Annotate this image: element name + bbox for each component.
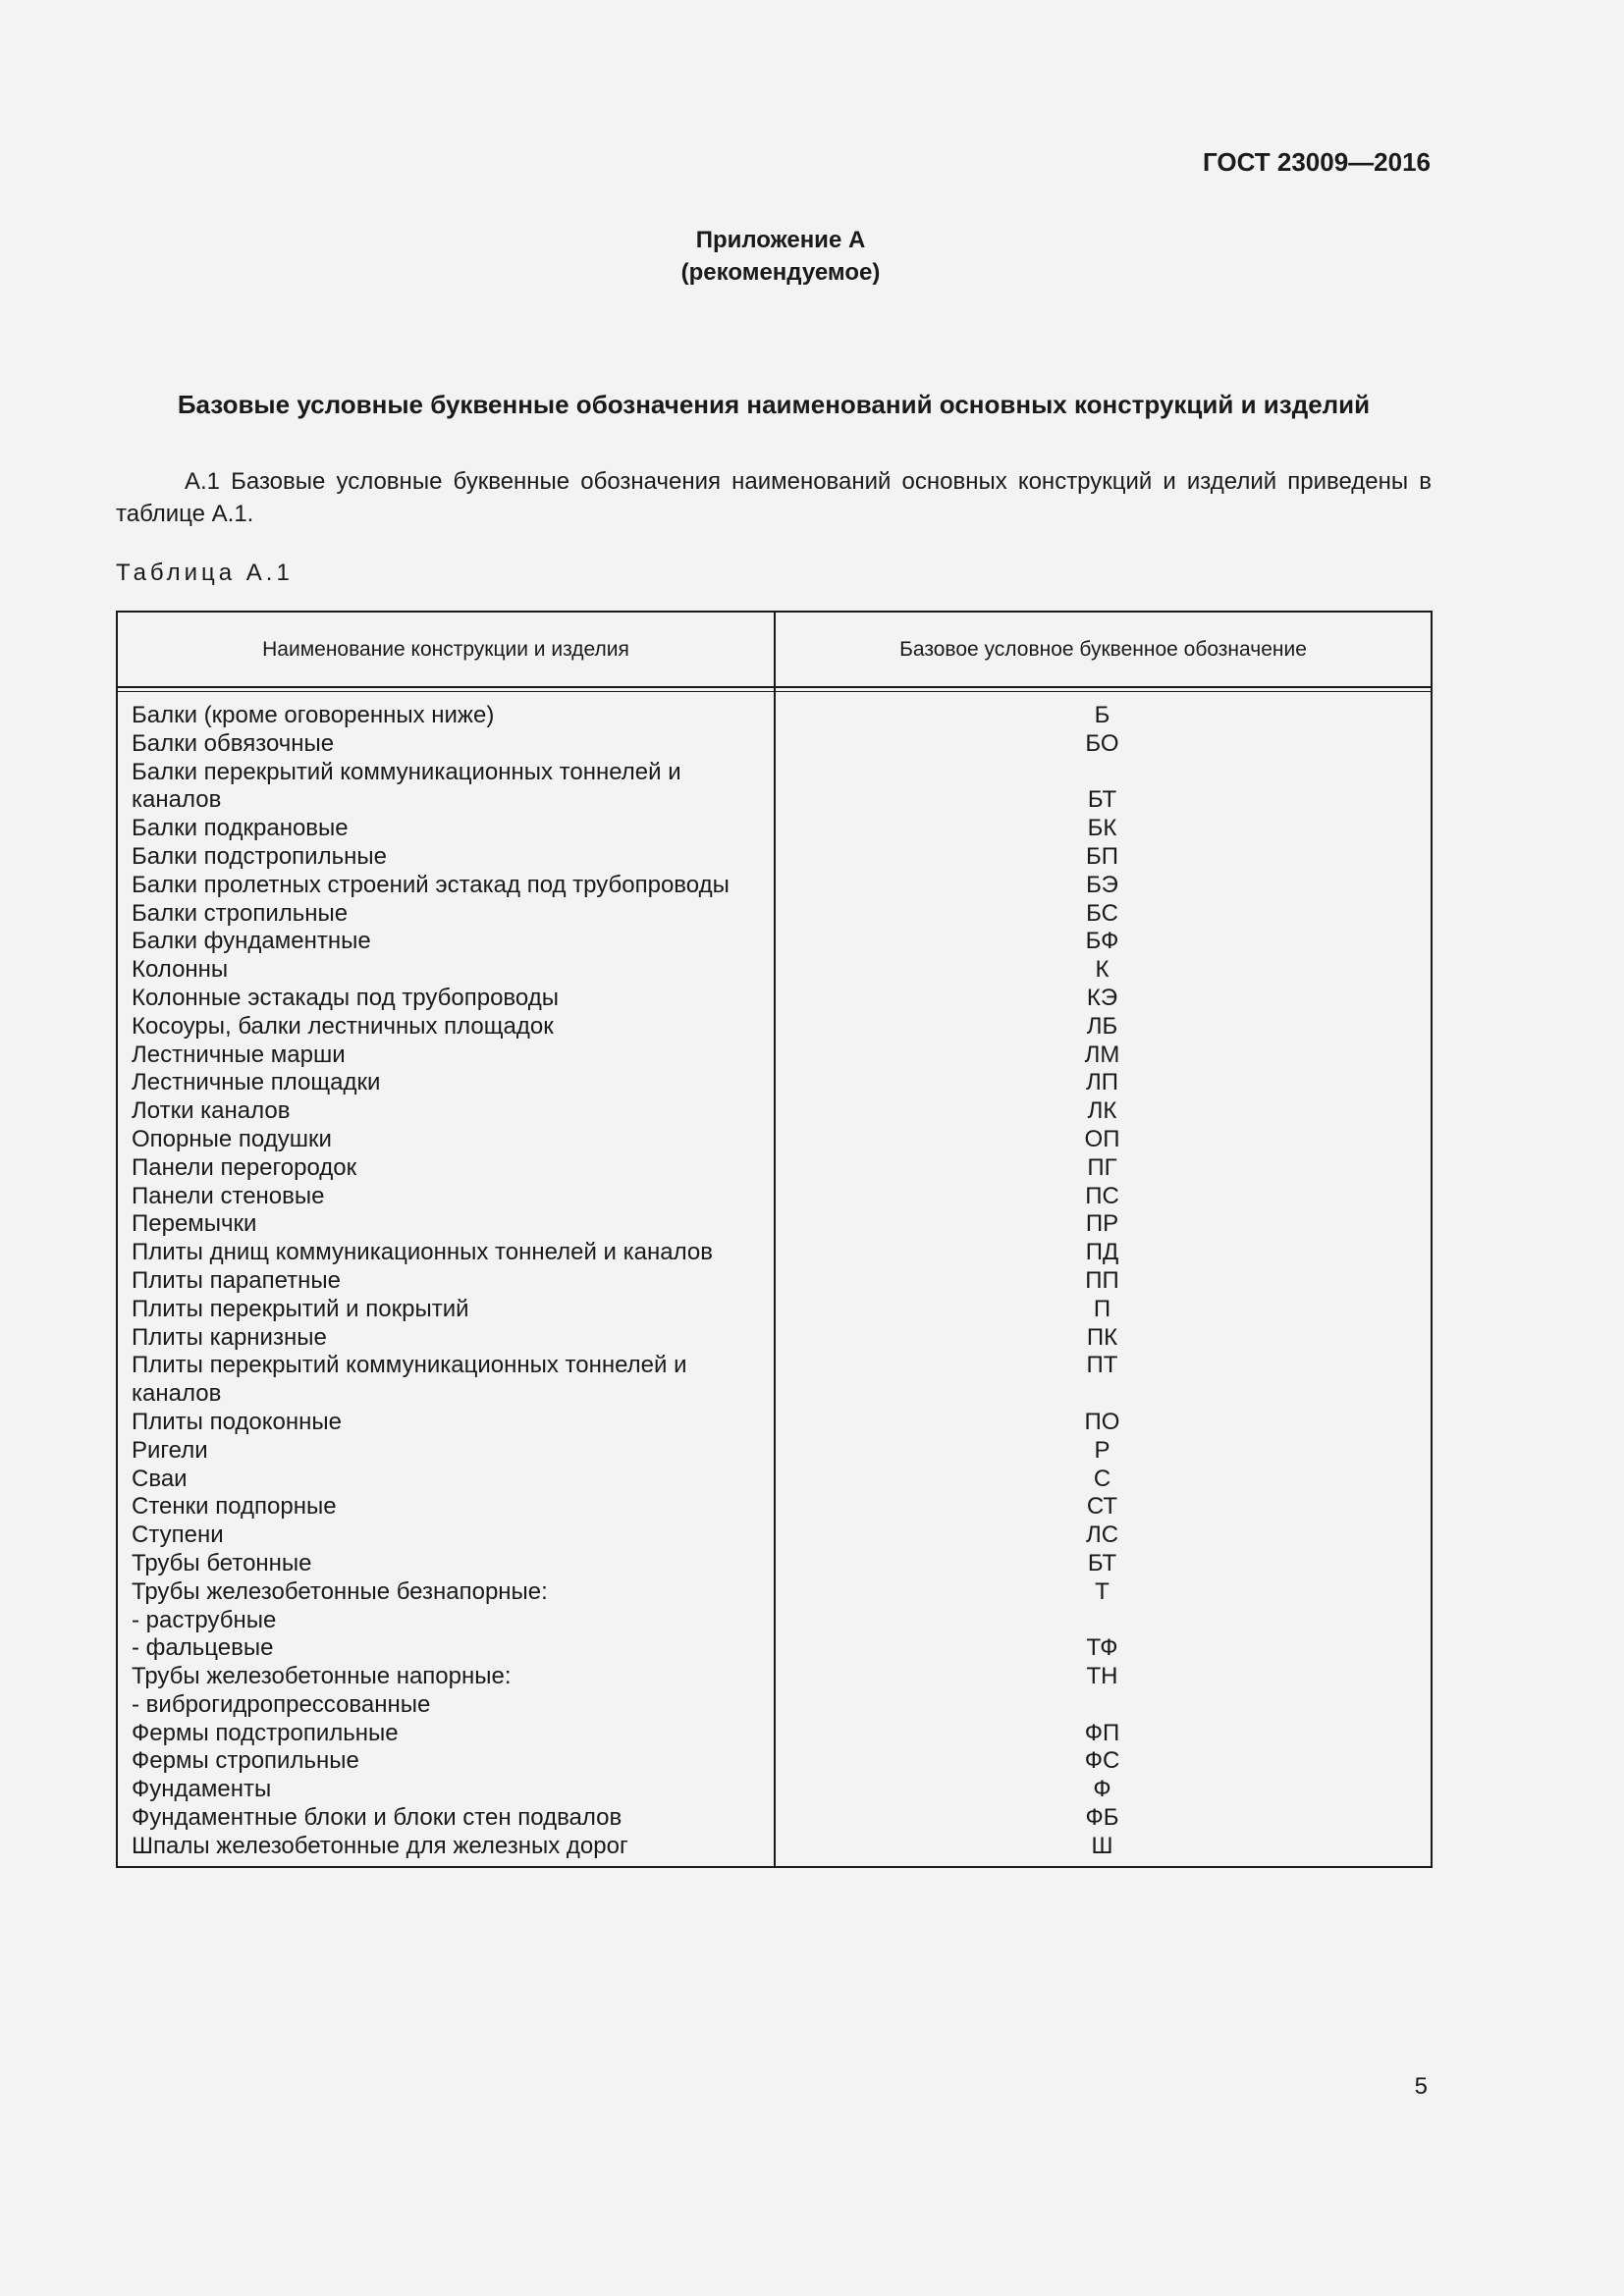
designation-code (774, 872, 1431, 900)
construction-name-line: Балки стропильные (132, 899, 349, 927)
table-row (118, 1239, 1431, 1267)
designation-code (774, 730, 1431, 759)
designation-code (774, 843, 1431, 872)
table-row (118, 843, 1431, 872)
construction-name (118, 900, 774, 929)
construction-name (118, 1522, 774, 1550)
designation-code-line: БП (1086, 842, 1118, 870)
designation-code-line: ЛМ (1084, 1041, 1120, 1068)
designation-code (774, 1013, 1431, 1041)
construction-name (118, 1634, 774, 1663)
construction-name (118, 1296, 774, 1324)
construction-name-line: Балки обвязочные (132, 729, 335, 757)
construction-name-line: Трубы железобетонные безнапорные: (132, 1577, 548, 1605)
table-row (118, 1296, 1431, 1324)
construction-name-line: - фальцевые (132, 1634, 274, 1662)
construction-name-line: - виброгидропрессованные (132, 1690, 431, 1718)
construction-name-line: Балки перекрытий коммуникационных тоннелей и (132, 758, 681, 785)
table-row (118, 1776, 1431, 1804)
table-row (118, 872, 1431, 900)
construction-name (118, 1126, 774, 1154)
construction-name-line: Панели перегородок (132, 1153, 357, 1181)
designation-code-line: ПД (1085, 1239, 1119, 1266)
header-rule (118, 686, 1431, 688)
construction-name-line: Балки (кроме оговоренных ниже) (132, 702, 495, 728)
construction-name-line: Шпалы железобетонные для железных дорог (132, 1832, 628, 1859)
designation-code (774, 1041, 1431, 1070)
table-row (118, 1466, 1431, 1494)
table-row (118, 1663, 1431, 1691)
table-row (118, 928, 1431, 956)
table-row (118, 1409, 1431, 1437)
construction-name (118, 1210, 774, 1239)
table-row (118, 759, 1431, 816)
construction-name (118, 1466, 774, 1494)
table-row (118, 1097, 1431, 1126)
designation-code-line: ЛК (1087, 1097, 1117, 1125)
designation-code-line: Р (1094, 1436, 1110, 1464)
construction-name (118, 872, 774, 900)
construction-name (118, 1691, 774, 1720)
construction-name-line: Фундаменты (132, 1776, 272, 1803)
table-row (118, 1634, 1431, 1663)
table-row (118, 1720, 1431, 1748)
designation-code-line: ПО (1084, 1408, 1120, 1435)
construction-name (118, 1267, 774, 1296)
construction-name (118, 1324, 774, 1353)
construction-name-line: каналов (132, 1380, 222, 1408)
designation-code-line: ТФ (1086, 1634, 1118, 1662)
designation-code-line: ФБ (1085, 1804, 1119, 1832)
designation-code (774, 702, 1431, 730)
appendix-heading (0, 224, 1561, 289)
construction-name (118, 1776, 774, 1804)
designation-code-line: БТ (1087, 1549, 1117, 1576)
designation-code (774, 1804, 1431, 1833)
table-row (118, 1041, 1431, 1070)
construction-name-line: Трубы железобетонные напорные: (132, 1663, 512, 1690)
designation-code (774, 1239, 1431, 1267)
designation-code (774, 1183, 1431, 1211)
construction-name-line: Плиты перекрытий и покрытий (132, 1295, 469, 1322)
construction-name-line: Ригели (132, 1436, 208, 1464)
designation-code (774, 900, 1431, 929)
designation-code (774, 1267, 1431, 1296)
table-row (118, 730, 1431, 759)
intro-paragraph: А.1 Базовые условные буквенные обозначения наименований основных конструкций и изделий приведены в таблице А.1. (116, 468, 1432, 527)
construction-name (118, 1493, 774, 1522)
construction-name-line: Плиты карнизные (132, 1323, 327, 1351)
construction-name (118, 1720, 774, 1748)
designation-code (774, 1352, 1431, 1409)
designation-code-line: П (1093, 1295, 1111, 1322)
designation-code-line: ЛП (1086, 1069, 1118, 1096)
designation-code (774, 1409, 1431, 1437)
header-rule-double (118, 691, 1431, 692)
designation-code-line: БЭ (1086, 871, 1118, 898)
construction-name-line: Колонны (132, 956, 229, 984)
designation-code-line: ФС (1084, 1747, 1120, 1775)
construction-name-line: Плиты подоконные (132, 1408, 342, 1435)
header-name-column: Наименование конструкции и изделия (262, 638, 629, 661)
construction-name (118, 1578, 774, 1607)
construction-name-line: Лестничные марши (132, 1041, 346, 1068)
table-row (118, 1578, 1431, 1607)
construction-name-line: - раструбные (132, 1606, 277, 1633)
designation-code-line: ПГ (1087, 1153, 1117, 1181)
designation-code (774, 1097, 1431, 1126)
construction-name (118, 1097, 774, 1126)
designation-code-line: ТН (1086, 1663, 1118, 1690)
appendix-status: (рекомендуемое) (680, 259, 881, 286)
construction-name-line: Сваи (132, 1465, 188, 1492)
construction-name-line: каналов (132, 786, 222, 814)
table-row (118, 1183, 1431, 1211)
designation-code-line (774, 759, 1431, 787)
designation-code-line: К (1095, 956, 1110, 984)
table-caption: Таблица А.1 (116, 560, 294, 586)
construction-name (118, 1069, 774, 1097)
designation-code (774, 1466, 1431, 1494)
construction-name-line: Лестничные площадки (132, 1069, 381, 1096)
designation-code-line: ОП (1084, 1125, 1120, 1152)
construction-name (118, 956, 774, 985)
designation-code (774, 1634, 1431, 1663)
table-row (118, 1324, 1431, 1353)
construction-name (118, 1833, 774, 1861)
construction-name (118, 1013, 774, 1041)
designation-code (774, 1154, 1431, 1183)
designation-code-line (774, 1691, 1431, 1720)
construction-name (118, 1239, 774, 1267)
construction-name (118, 759, 774, 816)
table-row (118, 1747, 1431, 1776)
construction-name (118, 985, 774, 1013)
table-row (118, 985, 1431, 1013)
designation-code-line: БС (1086, 899, 1118, 927)
table-row (118, 1550, 1431, 1578)
header-code-column: Базовое условное буквенное обозначение (899, 638, 1307, 661)
table-row (118, 1267, 1431, 1296)
construction-name (118, 1154, 774, 1183)
table-body (118, 702, 1431, 1861)
designation-code (774, 1607, 1431, 1635)
table-row (118, 1126, 1431, 1154)
table-row (118, 1069, 1431, 1097)
table-row (118, 1013, 1431, 1041)
construction-name (118, 1804, 774, 1833)
construction-name (118, 928, 774, 956)
construction-name (118, 1409, 774, 1437)
construction-name (118, 1550, 774, 1578)
designation-code (774, 985, 1431, 1013)
designation-code (774, 1437, 1431, 1466)
designation-code-line: Б (1094, 702, 1110, 728)
designation-code-line: Ш (1091, 1832, 1113, 1859)
construction-name (118, 702, 774, 730)
designation-code-line: ПР (1085, 1210, 1119, 1238)
construction-name-line: Ступени (132, 1522, 224, 1549)
construction-name-line: Трубы бетонные (132, 1549, 312, 1576)
designation-code (774, 956, 1431, 985)
designation-code (774, 928, 1431, 956)
table-row (118, 1804, 1431, 1833)
designation-code (774, 1720, 1431, 1748)
construction-name-line: Балки пролетных строений эстакад под трубопроводы (132, 871, 730, 898)
table-row (118, 900, 1431, 929)
designation-code-line: ПС (1085, 1182, 1119, 1209)
table-row (118, 956, 1431, 985)
designation-code-line: ЛБ (1086, 1012, 1118, 1040)
construction-name (118, 1352, 774, 1409)
table-row (118, 815, 1431, 843)
construction-name (118, 1183, 774, 1211)
designation-code (774, 1522, 1431, 1550)
construction-name (118, 1747, 774, 1776)
designation-code (774, 1493, 1431, 1522)
construction-name-line: Балки фундаментные (132, 928, 371, 955)
designation-code (774, 815, 1431, 843)
document-code: ГОСТ 23009—2016 (1203, 147, 1431, 177)
table-row (118, 1154, 1431, 1183)
designation-code-line: Ф (1093, 1776, 1111, 1803)
construction-name-line: Панели стеновые (132, 1182, 325, 1209)
designation-code-line: ПТ (1086, 1352, 1118, 1379)
construction-name-line: Косоуры, балки лестничных площадок (132, 1012, 554, 1040)
construction-name-line: Балки подстропильные (132, 842, 387, 870)
table-row (118, 1607, 1431, 1635)
designation-code (774, 759, 1431, 816)
table-row (118, 1437, 1431, 1466)
designation-code (774, 1324, 1431, 1353)
designation-code (774, 1776, 1431, 1804)
designation-code (774, 1833, 1431, 1861)
designation-code (774, 1126, 1431, 1154)
designation-code-line: ЛС (1085, 1522, 1119, 1549)
designation-code-line: ФП (1084, 1719, 1120, 1746)
construction-name (118, 730, 774, 759)
appendix-title: Приложение А (695, 227, 866, 253)
designation-code (774, 1747, 1431, 1776)
table-row (118, 1691, 1431, 1720)
construction-name-line: Плиты перекрытий коммуникационных тоннелей и (132, 1352, 687, 1379)
designation-code (774, 1691, 1431, 1720)
designation-code-line (774, 1607, 1431, 1635)
designation-code (774, 1069, 1431, 1097)
designation-code-line: С (1093, 1465, 1111, 1492)
construction-name-line: Лотки каналов (132, 1097, 291, 1125)
table-row (118, 702, 1431, 730)
designation-code (774, 1296, 1431, 1324)
table-row (118, 1522, 1431, 1550)
construction-name-line: Фундаментные блоки и блоки стен подвалов (132, 1804, 623, 1832)
construction-name (118, 1607, 774, 1635)
designation-code-line: ПК (1086, 1323, 1118, 1351)
table-row (118, 1833, 1431, 1861)
designation-code (774, 1578, 1431, 1607)
page-number: 5 (1414, 2073, 1428, 2100)
construction-name-line: Перемычки (132, 1210, 257, 1238)
construction-name-line: Плиты днищ коммуникационных тоннелей и каналов (132, 1239, 713, 1266)
construction-name-line: Плиты парапетные (132, 1266, 341, 1294)
designations-table (116, 611, 1433, 1868)
designation-code-line: КЭ (1086, 984, 1118, 1011)
construction-name (118, 815, 774, 843)
construction-name (118, 1041, 774, 1070)
designation-code-line: СТ (1086, 1493, 1118, 1521)
designation-code-line: БТ (1087, 786, 1117, 814)
construction-name (118, 1437, 774, 1466)
construction-name-line: Стенки подпорные (132, 1493, 337, 1521)
designation-code-line: ПП (1085, 1266, 1119, 1294)
construction-name (118, 843, 774, 872)
construction-name-line: Фермы стропильные (132, 1747, 359, 1775)
table-row (118, 1493, 1431, 1522)
section-title: Базовые условные буквенные обозначения наименований основных конструкций и изделий (177, 390, 1371, 419)
designation-code (774, 1663, 1431, 1691)
designation-code-line (774, 1380, 1431, 1409)
construction-name-line: Балки подкрановые (132, 815, 349, 842)
designation-code (774, 1210, 1431, 1239)
construction-name (118, 1663, 774, 1691)
designation-code (774, 1550, 1431, 1578)
construction-name-line: Опорные подушки (132, 1125, 332, 1152)
designation-code-line: БО (1085, 729, 1119, 757)
table-row (118, 1210, 1431, 1239)
designation-code-line: Т (1095, 1577, 1110, 1605)
designation-code-line: БФ (1085, 928, 1119, 955)
construction-name-line: Фермы подстропильные (132, 1719, 399, 1746)
table-row (118, 1352, 1431, 1409)
construction-name-line: Колонные эстакады под трубопроводы (132, 984, 559, 1011)
designation-code-line: БК (1087, 815, 1117, 842)
